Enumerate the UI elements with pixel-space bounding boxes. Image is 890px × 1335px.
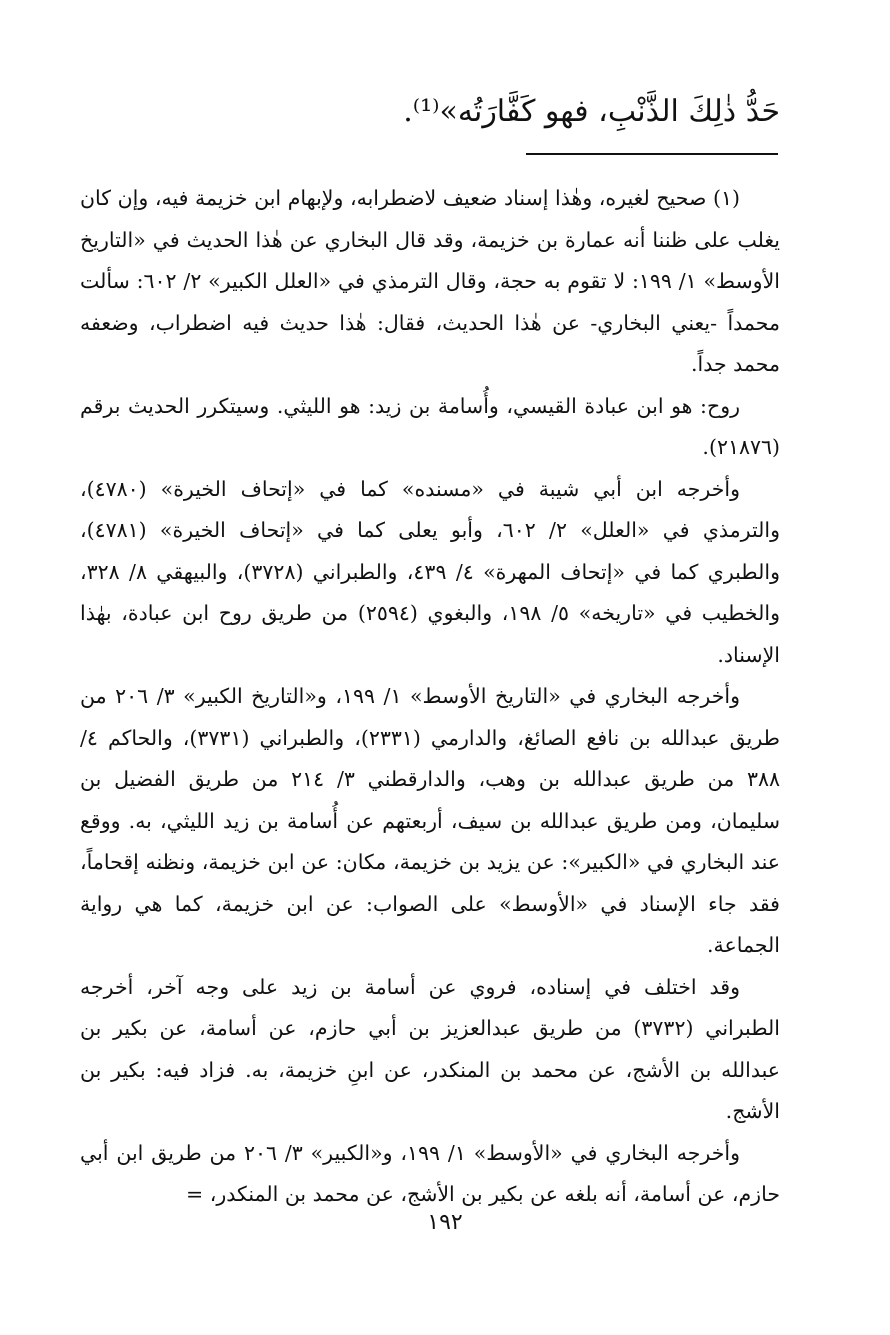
footnote-paragraph: وقد اختلف في إسناده، فروي عن أسامة بن زيد على وجه آخر، أخرجه الطبراني (٣٧٣٢) من طريق عبدالعزيز بن أبي حازم، عن أسامة، عن بكير بن عبدالله بن الأشج، عن محمد بن المنكدر، عن ابنِ خزيمة، به. فزاد فيه: بكير بن الأشج. <box>80 974 781 1123</box>
footnote-paragraph: وأخرجه البخاري في «التاريخ الأوسط» ١/ ١٩٩، و«التاريخ الكبير» ٣/ ٢٠٦ من طريق عبدالله بن نافع الصائغ، والدارمي (٢٣٣١)، والطبراني (٣٧٣١)، والحاكم ٤/ ٣٨٨ من طريق عبدالله بن وهب، والدارقطني ٣/ ٢١٤ من طريق الفضيل بن سليمان، ومن طريق عبدالله بن سيف، أربعتهم عن أُسامة بن زيد الليثي، به. ووقع عند البخاري في «الكبير»: عن يزيد بن خزيمة، مكان: عن ابن خزيمة، ونظنه إقحاماً، فقد جاء الإسناد في «الأوسط» على الصواب: عن ابن خزيمة، كما هي رواية الجماعة. <box>80 684 780 957</box>
footnote-paragraph: وأخرجه ابن أبي شيبة في «مسنده» كما في «إتحاف الخيرة» (٤٧٨٠)، والترمذي في «العلل» ٢/ ٦٠٢، وأبو يعلى كما في «إتحاف الخيرة» (٤٧٨١)، والطبري كما في «إتحاف المهرة» ٤/ ٤٣٩، والطبراني (٣٧٢٨)، والبيهقي ٨/ ٣٢٨، والخطيب في «تاريخه» ٥/ ١٩٨، والبغوي (٢٥٩٤) من طريق روح ابن عبادة، بهٰذا الإسناد. <box>80 476 780 667</box>
footnote-divider <box>526 153 778 155</box>
page-number: ١٩٢ <box>427 1210 463 1235</box>
main-text-line: حَدُّ ذٰلِكَ الذَّنْبِ، فهو كَفَّارَتُه»⁽¹⁾. <box>403 94 780 129</box>
footnote-paragraph: وأخرجه البخاري في «الأوسط» ١/ ١٩٩، و«الكبير» ٣/ ٢٠٦ من طريق ابن أبي حازم، عن أسامة، أنه بلغه عن بكير بن الأشج، عن محمد بن المنكدر، = <box>80 1140 780 1206</box>
footnotes-section <box>80 178 780 1216</box>
footnote-paragraph: روح: هو ابن عبادة القيسي، وأُسامة بن زيد: هو الليثي. وسيتكرر الحديث برقم (٢١٨٧٦). <box>80 393 780 459</box>
footnote-paragraph: (١) صحيح لغيره، وهٰذا إسناد ضعيف لاضطرابه، ولإبهام ابن خزيمة فيه، وإن كان يغلب على ظننا أنه عمارة بن خزيمة، وقد قال البخاري عن هٰذا الحديث في «التاريخ الأوسط» ١/ ١٩٩: لا تقوم به حجة، وقال الترمذي في «العلل الكبير» ٢/ ٦٠٢: سألت محمداً -يعني البخاري- عن هٰذا الحديث، فقال: هٰذا حديث فيه اضطراب، وضعفه محمد جداً. <box>80 186 780 376</box>
